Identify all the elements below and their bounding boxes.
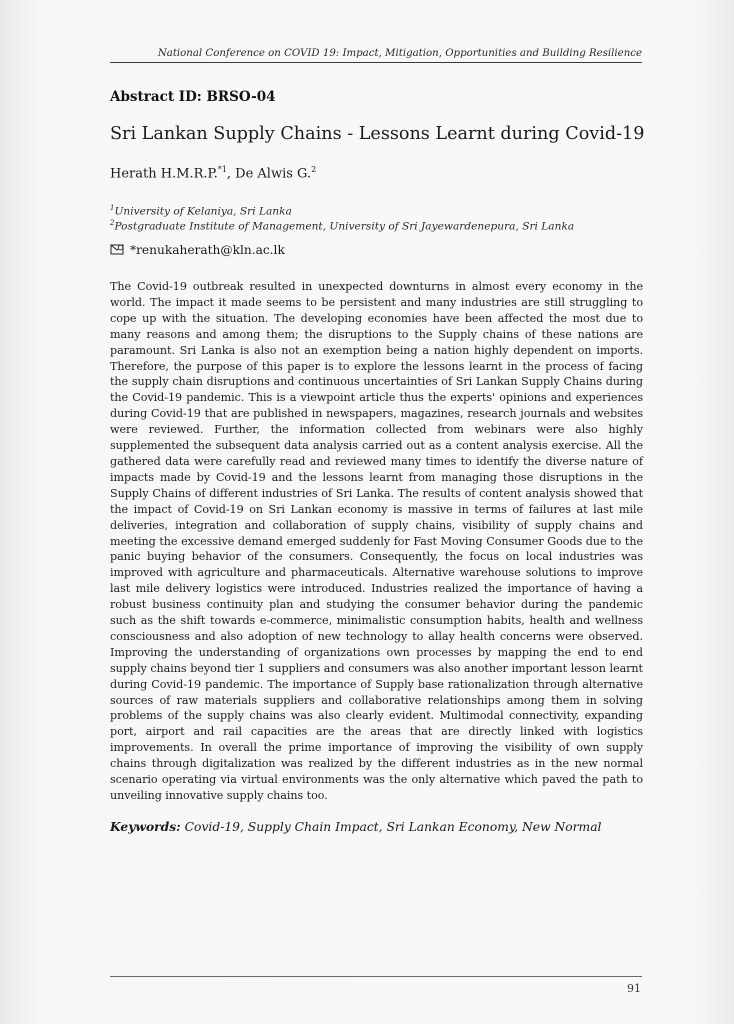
keywords-label: Keywords: <box>110 819 181 834</box>
keywords-text: Covid-19, Supply Chain Impact, Sri Lankan Economy, New Normal <box>180 820 602 834</box>
author-1-name: Herath H.M.R.P. <box>110 166 218 182</box>
affiliation-2 <box>110 219 574 233</box>
affiliation-1-text: University of Kelaniya, Sri Lanka <box>114 205 292 218</box>
paper-title: Sri Lankan Supply Chains - Lessons Learnt during Covid-19 <box>110 124 645 144</box>
running-header: National Conference on COVID 19: Impact, Mitigation, Opportunities and Building Resilience <box>157 48 642 59</box>
author-separator: , <box>226 166 236 182</box>
corresponding-email <box>110 243 285 257</box>
abstract-id: Abstract ID: BRSO-04 <box>110 89 276 105</box>
author-1-marks: *1 <box>217 165 227 174</box>
affiliation-2-text: Postgraduate Institute of Management, University of Sri Jayewardenepura, Sri Lanka <box>114 220 575 233</box>
affiliation-1-mark: 1 <box>110 204 115 212</box>
author-2-marks: 2 <box>311 165 317 174</box>
footer-divider <box>110 976 642 977</box>
author-2-name: De Alwis G. <box>235 166 312 182</box>
affiliation-2-mark: 2 <box>110 219 115 227</box>
abstract-body: The Covid-19 outbreak resulted in unexpected downturns in almost every economy in the world. The impact it made seems to be persistent and many industries are still struggling to cope up with the situation. The developing economies have been affected the most due to many reasons and among them; the disruptions to the Supply chains of these nations are paramount. Sri Lanka is also not an exemption being a nation highly dependent on imports. Therefore, the purpose of this paper is to explore the lessons learnt in the process of facing the supply chain disruptions and continuous uncertainties of Sri Lankan Supply Chains during the Covid-19 pandemic. This is a viewpoint article thus the experts' opinions and experiences during Covid-19 that are published in newspapers, magazines, research journals and websites were reviewed. Further, the information collected from webinars were also highly supplemented the subsequent data analysis carried out as a content analysis exercise. All the gathered data were carefully read and reviewed many times to identify the diverse nature of impacts made by Covid-19 and the lessons learnt from managing those disruptions in the Supply Chains of different industries of Sri Lanka. The results of content analysis showed that the impact of Covid-19 on Sri Lankan economy is massive in terms of failures at last mile deliveries, integration and collaboration of supply chains, visibility of supply chains and meeting the excessive demand emerged suddenly for Fast Moving Consumer Goods due to the panic buying behavior of the consumers. Consequently, the focus on local industries was improved with agriculture and pharmaceuticals. Alternative warehouse solutions to improve last mile delivery logistics were introduced. Industries realized the importance of having a robust business continuity plan and studying the consumer behavior during the pandemic such as the shift towards e-commerce, minimalistic consumption habits, health and wellness consciousness and also adoption of new technology to allay health concerns were observed. Improving the understanding of organizations own processes by mapping the end to end supply chains beyond tier 1 suppliers and consumers was also another important lesson learnt during Covid-19 pandemic. The importance of Supply base rationalization through alternative sources of raw materials suppliers and collaborative relationships among them in solving problems of the supply chains was also clearly evident. Multimodal connectivity, expanding port, airport and rail capacities are the areas that are directly linked with logistics improvements. In overall the prime importance of improving the visibility of own supply chains through digitalization was realized by the different industries as in the new normal scenario operating via virtual environments was the only alternative which paved the path to unveiling innovative supply chains too. <box>110 280 643 802</box>
affiliation-1 <box>110 204 292 218</box>
email-address[interactable]: *renukaherath@kln.ac.lk <box>130 243 285 257</box>
page-number: 91 <box>627 982 641 995</box>
keywords-line <box>110 819 601 834</box>
author-list <box>110 165 316 181</box>
header-divider <box>110 62 642 63</box>
email-icon <box>110 244 124 255</box>
